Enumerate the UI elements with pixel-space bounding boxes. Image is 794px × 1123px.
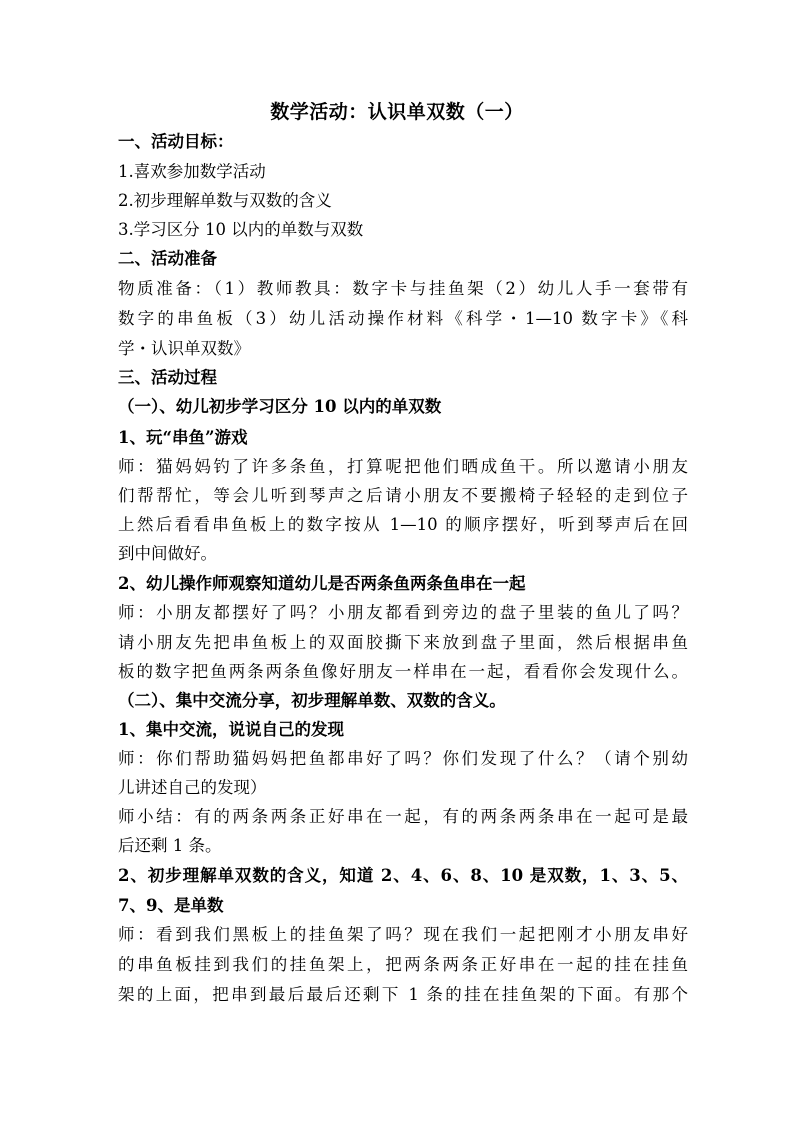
step-heading: 7、9、是单数 (118, 896, 224, 915)
paragraph-line: 请小朋友先把串鱼板上的双面胶撕下来放到盘子里面，然后根据串鱼 (118, 633, 688, 652)
paragraph-line: 们帮帮忙，等会儿听到琴声之后请小朋友不要搬椅子轻轻的走到位子 (118, 486, 688, 505)
paragraph-line: 架的上面，把串到最后最后还剩下 1 条的挂在挂鱼架的下面。有那个 (118, 985, 688, 1004)
paragraph-line: 师小结：有的两条两条正好串在一起，有的两条两条串在一起可是最 (118, 807, 688, 826)
paragraph-line: 儿讲述自己的发现） (118, 778, 267, 797)
goal-item-3: 3.学习区分 10 以内的单数与双数 (118, 220, 364, 239)
step-heading: 2、初步理解单双数的含义，知道 2、4、6、8、10 是双数，1、3、5、 (118, 866, 688, 885)
section-heading-process: 三、活动过程 (118, 368, 217, 387)
paragraph-line: 后还剩 1 条。 (118, 836, 222, 855)
paragraph-line: 上然后看看串鱼板上的数字按从 1—10 的顺序摆好，听到琴声后在回 (118, 515, 688, 534)
step-heading: 1、集中交流，说说自己的发现 (118, 720, 344, 739)
paragraph-line: 到中间做好。 (118, 544, 217, 563)
paragraph-line: 师：小朋友都摆好了吗？小朋友都看到旁边的盘子里装的鱼儿了吗？ (118, 603, 688, 622)
paragraph-line: 学・认识单双数》 (118, 339, 250, 358)
subsection-heading: （二）、集中交流分享，初步理解单数、双数的含义。 (118, 691, 506, 710)
document-title: 数学活动：认识单双数（一） (270, 101, 524, 123)
goal-item-1: 1.喜欢参加数学活动 (118, 162, 266, 181)
paragraph-line: 师：看到我们黑板上的挂鱼架了吗？现在我们一起把刚才小朋友串好 (118, 925, 688, 944)
paragraph-line: 物质准备：（1）教师教具：数字卡与挂鱼架（2）幼儿人手一套带有 (118, 279, 688, 298)
paragraph-line: 师：猫妈妈钓了许多条鱼，打算呢把他们晒成鱼干。所以邀请小朋友 (118, 457, 688, 476)
step-heading: 2、幼儿操作师观察知道幼儿是否两条鱼两条鱼串在一起 (118, 574, 526, 593)
paragraph-line: 数字的串鱼板（3）幼儿活动操作材料《科学・1—10 数字卡》《科 (118, 309, 688, 328)
paragraph-line: 师：你们帮助猫妈妈把鱼都串好了吗？你们发现了什么？（请个别幼 (118, 749, 688, 768)
paragraph-line: 板的数字把鱼两条两条鱼像好朋友一样串在一起，看看你会发现什么。 (118, 662, 688, 681)
subsection-heading: （一）、幼儿初步学习区分 10 以内的单双数 (118, 397, 442, 416)
step-heading: 1、玩“串鱼”游戏 (118, 428, 248, 447)
paragraph-line: 的串鱼板挂到我们的挂鱼架上，把两条两条正好串在一起的挂在挂鱼 (118, 955, 688, 974)
goal-item-2: 2.初步理解单数与双数的含义 (118, 191, 332, 210)
section-heading-preparation: 二、活动准备 (118, 249, 217, 268)
section-heading-goals: 一、活动目标： (118, 132, 234, 151)
